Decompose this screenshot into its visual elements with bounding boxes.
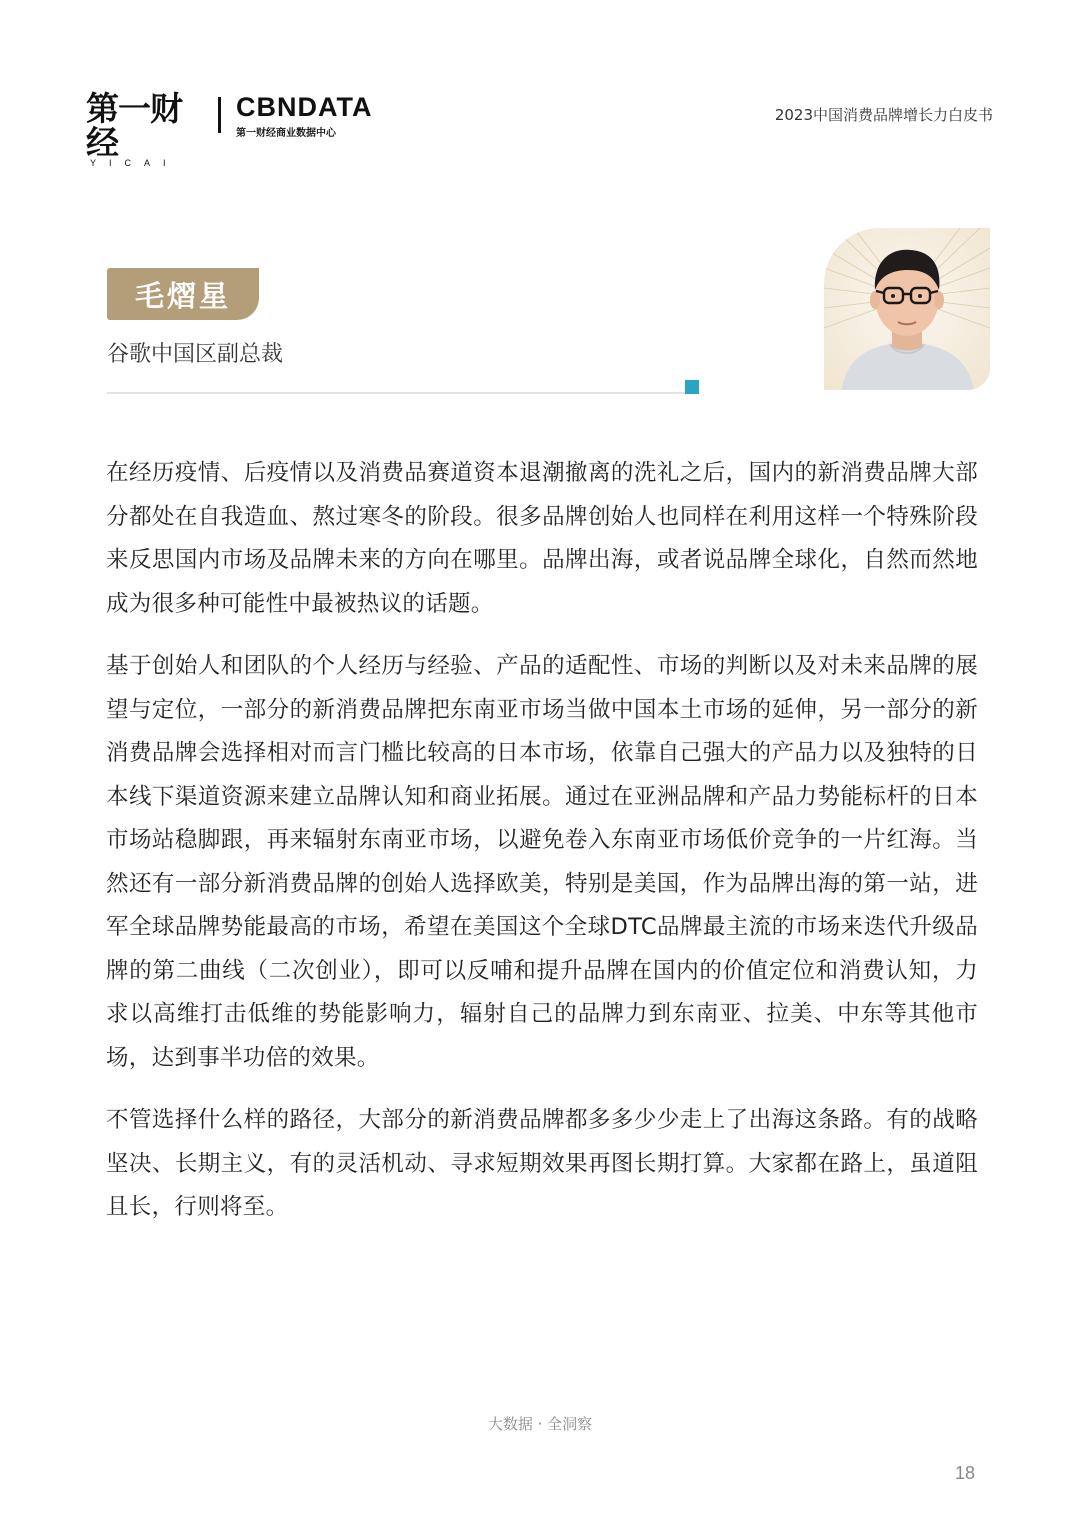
yicai-logo-text: 第一财经 bbox=[86, 89, 182, 162]
paragraph-3: 不管选择什么样的路径，大部分的新消费品牌都多多少少走上了出海这条路。有的战略坚决、长期主义，有的灵活机动、寻求短期效果再图长期打算。大家都在路上，虽道阻且长，行则将至。 bbox=[106, 1107, 978, 1220]
article-body bbox=[106, 452, 978, 1249]
name-badge bbox=[107, 268, 259, 320]
yicai-logo-subtext: YICAI bbox=[90, 158, 179, 168]
yicai-logo bbox=[86, 89, 208, 168]
footer-slogan: 大数据 · 全洞察 bbox=[487, 1415, 593, 1433]
cbndata-logo-text: CBNDATA bbox=[236, 92, 373, 122]
paragraph-1: 在经历疫情、后疫情以及消费品赛道资本退潮撤离的洗礼之后，国内的新消费品牌大部分都处在自我造血、熬过寒冬的阶段。很多品牌创始人也同样在利用这样一个特殊阶段来反思国内市场及品牌未来的方向在哪里。品牌出海，或者说品牌全球化，自然而然地成为很多种可能性中最被热议的话题。 bbox=[106, 460, 978, 617]
report-title: 2023中国消费品牌增长力白皮书 bbox=[774, 106, 993, 124]
person-name: 毛熠星 bbox=[134, 278, 231, 313]
paragraph-2: 基于创始人和团队的个人经历与经验、产品的适配性、市场的判断以及对未来品牌的展望与定位，一部分的新消费品牌把东南亚市场当做中国本土市场的延伸，另一部分的新消费品牌会选择相对而言门槛比较高的日本市场，依靠自己强大的产品力以及独特的日本线下渠道资源来建立品牌认知和商业拓展。通过在亚洲品牌和产品力势能标杆的日本市场站稳脚跟，再来辐射东南亚市场，以避免卷入东南亚市场低价竞争的一片红海。当然还有一部分新消费品牌的创始人选择欧美，特别是美国，作为品牌出海的第一站，进军全球品牌势能最高的市场，希望在美国这个全球DTC品牌最主流的市场来迭代升级品牌的第二曲线（二次创业），即可以反哺和提升品牌在国内的价值定位和消费认知，力求以高维打击低维的势能影响力，辐射自己的品牌力到东南亚、拉美、中东等其他市场，达到事半功倍的效果。 bbox=[106, 653, 978, 1071]
section-divider bbox=[107, 392, 695, 394]
divider-marker bbox=[685, 380, 699, 394]
person-title: 谷歌中国区副总裁 bbox=[107, 342, 284, 367]
logo-divider bbox=[218, 97, 221, 133]
cbndata-logo-subtext: 第一财经商业数据中心 bbox=[236, 128, 336, 139]
portrait-photo bbox=[824, 228, 990, 390]
page-number: 18 bbox=[954, 1463, 975, 1483]
cbndata-logo bbox=[236, 92, 376, 138]
